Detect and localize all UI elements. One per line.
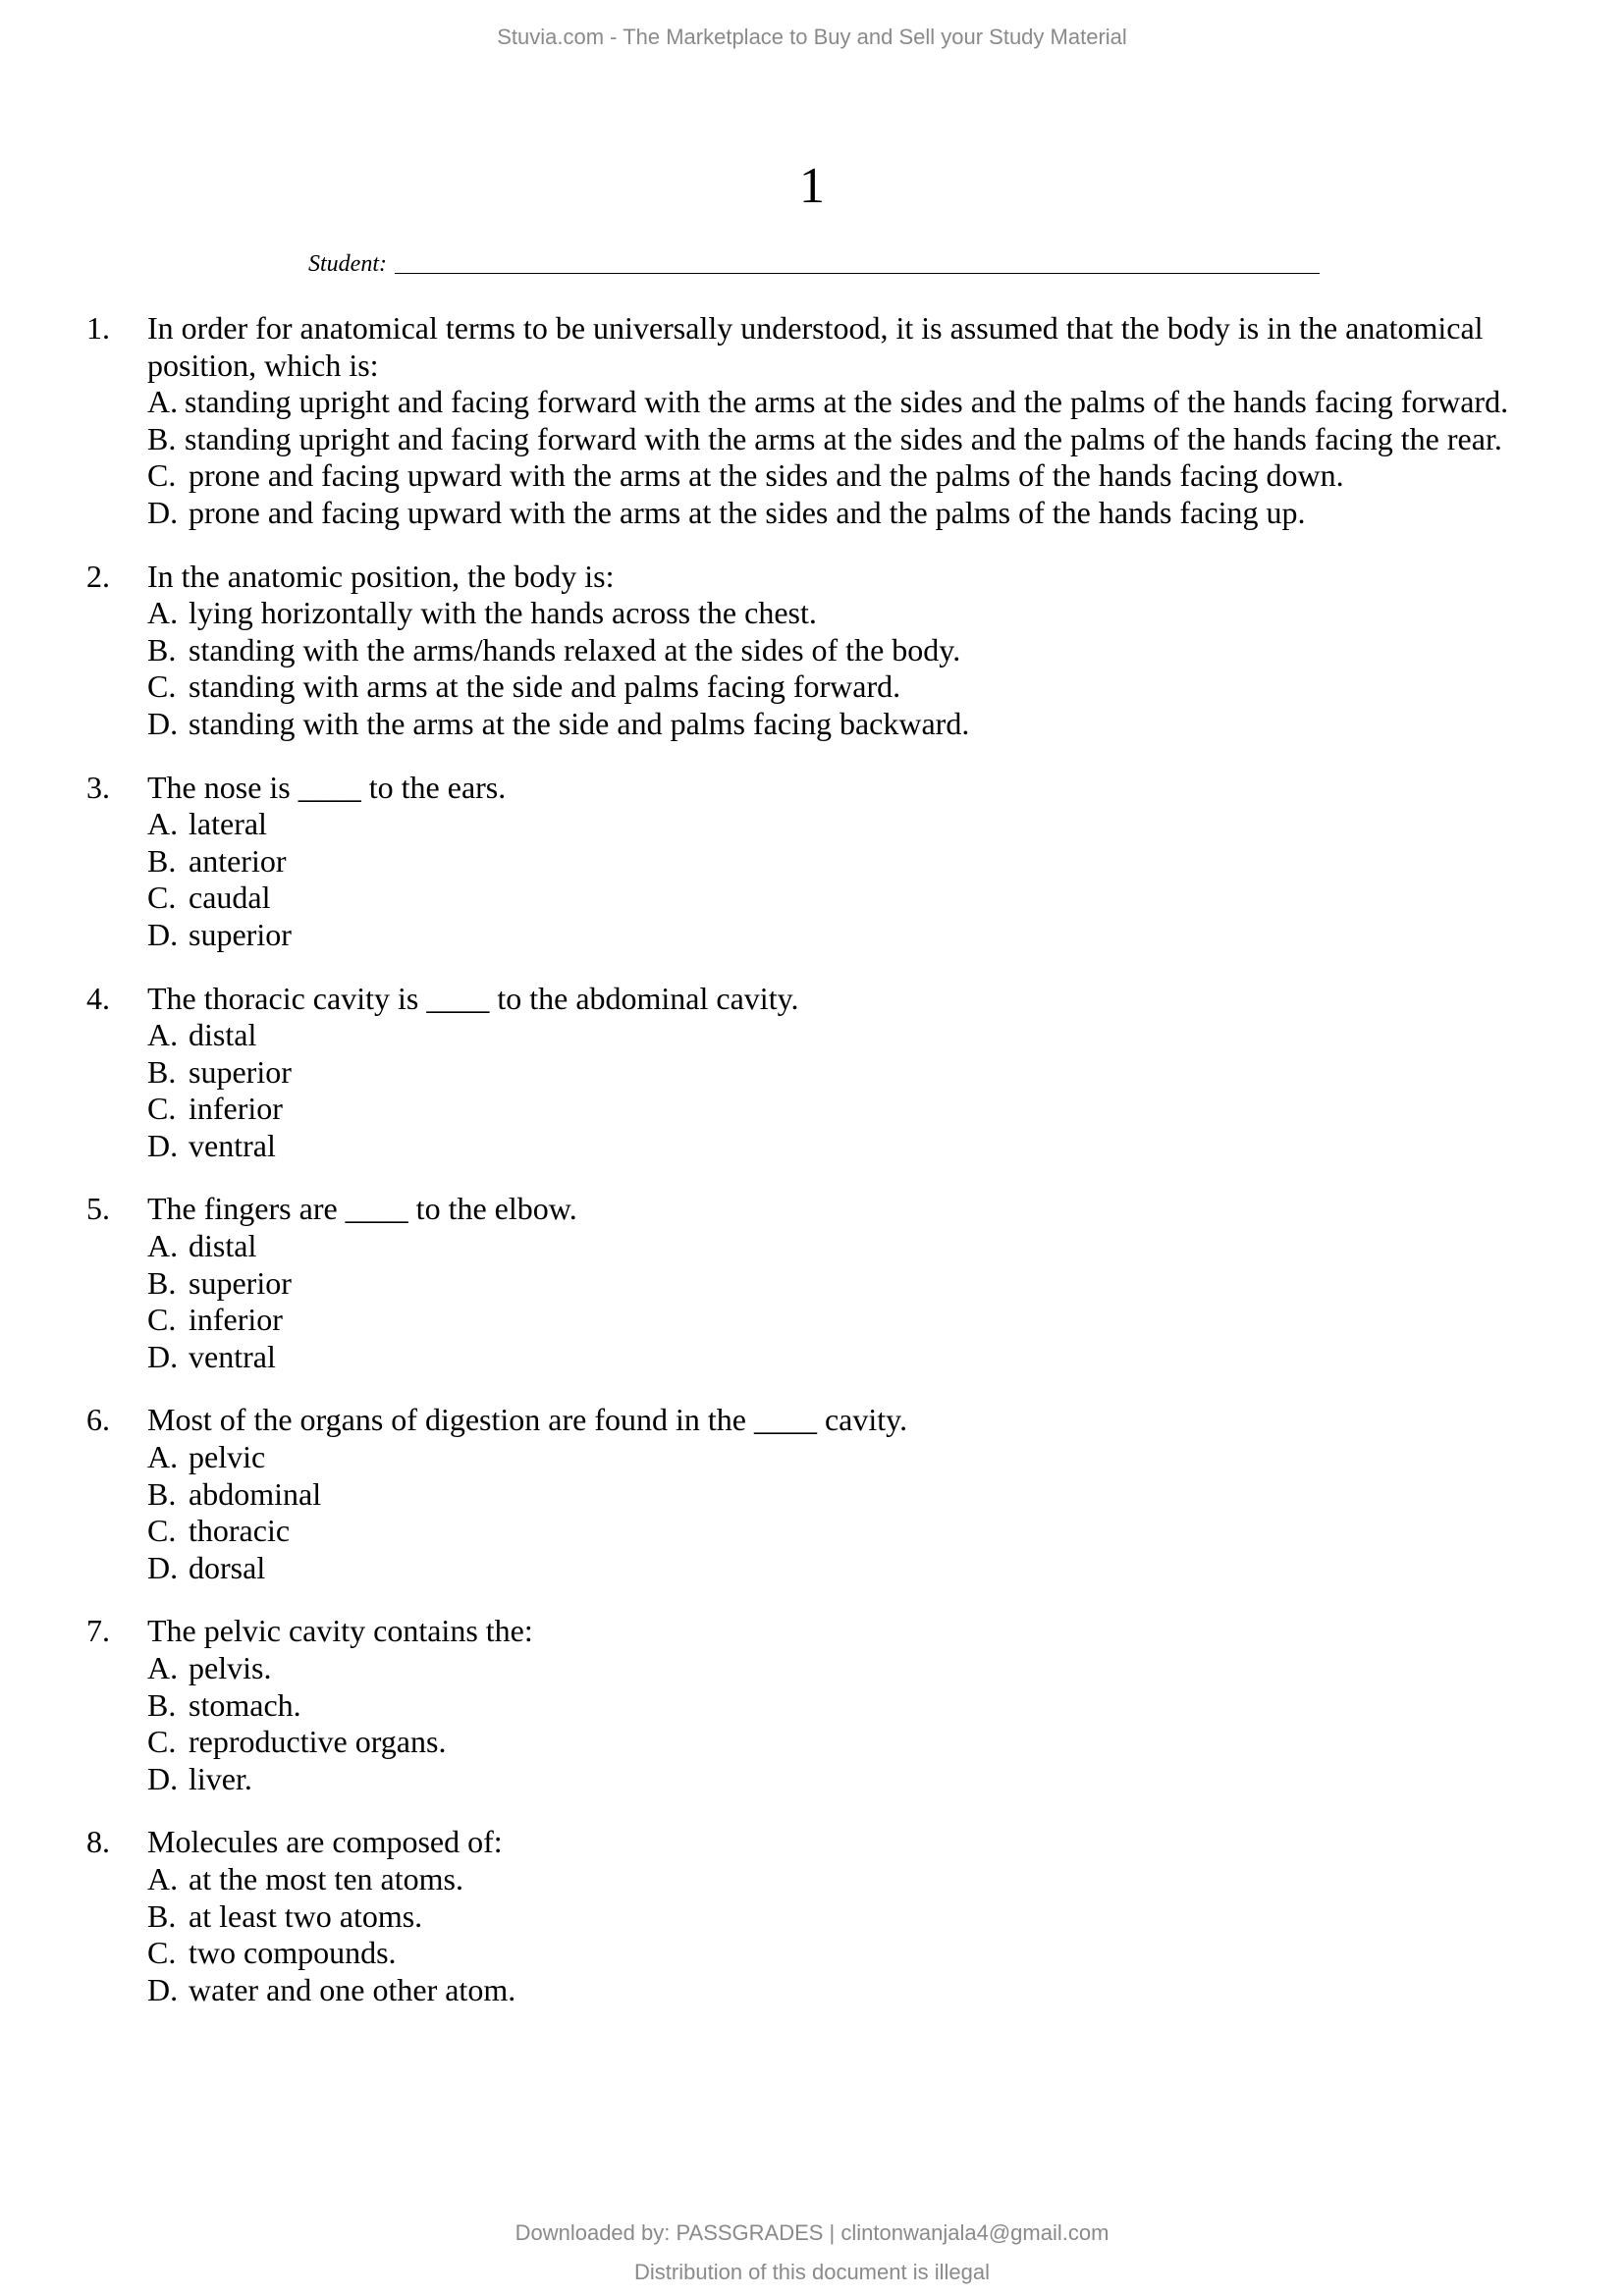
- option-text: at the most ten atoms.: [189, 1860, 463, 1896]
- answer-option: [147, 1302, 1540, 1339]
- question-6: [86, 1402, 1540, 1586]
- option-letter: C.: [147, 457, 177, 494]
- option-letter: A.: [147, 806, 179, 842]
- question-list: [86, 310, 1540, 2035]
- option-letter: C.: [147, 1935, 177, 1971]
- question-7: [86, 1613, 1540, 1797]
- option-letter: B.: [147, 1264, 177, 1301]
- option-text: at least two atoms.: [189, 1897, 423, 1934]
- student-name-blank: [395, 273, 1320, 274]
- option-letter: B.: [147, 1897, 177, 1934]
- option-letter: D.: [147, 705, 179, 741]
- question-text: The fingers are ____ to the elbow.: [147, 1191, 577, 1227]
- option-letter: D.: [147, 1971, 179, 2007]
- question-number: 1.: [86, 310, 110, 346]
- answer-options: [147, 384, 1540, 531]
- option-letter: B.: [147, 420, 177, 456]
- question-number: 6.: [86, 1402, 110, 1438]
- answer-options: [147, 1228, 1540, 1375]
- option-letter: A.: [147, 1860, 179, 1896]
- option-letter: A.: [147, 1017, 179, 1053]
- answer-option: [147, 1339, 1540, 1376]
- answer-option: [147, 1017, 1540, 1054]
- option-text: superior: [189, 1053, 292, 1090]
- answer-option: [147, 384, 1540, 421]
- option-letter: A.: [147, 1439, 179, 1475]
- answer-option: [147, 668, 1540, 706]
- option-letter: D.: [147, 494, 179, 530]
- question-text: In the anatomic position, the body is:: [147, 558, 615, 594]
- option-letter: D.: [147, 1127, 179, 1163]
- option-text: two compounds.: [189, 1935, 397, 1971]
- option-text: standing upright and facing forward with the arms at the sides and the palms of the hands facing the rear.: [185, 420, 1502, 456]
- answer-option: [147, 1972, 1540, 2009]
- distribution-notice: Distribution of this document is illegal: [634, 2260, 990, 2284]
- answer-option: [147, 917, 1540, 954]
- option-text: dorsal: [189, 1549, 266, 1585]
- option-text: inferior: [189, 1302, 283, 1338]
- option-text: ventral: [189, 1127, 276, 1163]
- option-letter: C.: [147, 1091, 177, 1127]
- option-letter: C.: [147, 668, 177, 705]
- option-text: lateral: [189, 806, 267, 842]
- option-letter: A.: [147, 384, 179, 420]
- option-letter: A.: [147, 1650, 179, 1685]
- answer-option: [147, 421, 1540, 458]
- option-letter: A.: [147, 1228, 179, 1264]
- option-letter: A.: [147, 595, 179, 631]
- option-text: thoracic: [189, 1513, 291, 1549]
- option-letter: B.: [147, 842, 177, 879]
- option-text: stomach.: [189, 1686, 301, 1723]
- page-number: 1: [799, 158, 825, 214]
- option-text: water and one other atom.: [189, 1971, 516, 2007]
- question-1: [86, 310, 1540, 532]
- question-number: 7.: [86, 1613, 110, 1649]
- option-text: prone and facing upward with the arms at the sides and the palms of the hands facing down.: [189, 457, 1344, 494]
- student-name-line: [308, 251, 1320, 278]
- answer-option: [147, 495, 1540, 532]
- option-text: prone and facing upward with the arms at the sides and the palms of the hands facing up.: [189, 494, 1306, 530]
- answer-options: [147, 1650, 1540, 1797]
- option-text: standing upright and facing forward with the arms at the sides and the palms of the hands facing forward.: [185, 384, 1509, 420]
- option-letter: C.: [147, 1513, 177, 1549]
- option-text: superior: [189, 1264, 292, 1301]
- answer-option: [147, 806, 1540, 843]
- answer-options: [147, 595, 1540, 742]
- option-letter: C.: [147, 1724, 177, 1760]
- question-4: [86, 981, 1540, 1165]
- answer-option: [147, 1861, 1540, 1898]
- option-text: standing with the arms at the side and palms facing backward.: [189, 705, 970, 741]
- answer-option: [147, 706, 1540, 743]
- question-3: [86, 770, 1540, 954]
- answer-option: [147, 843, 1540, 881]
- option-text: superior: [189, 916, 292, 952]
- answer-option: [147, 1091, 1540, 1128]
- option-letter: D.: [147, 916, 179, 952]
- answer-option: [147, 1265, 1540, 1303]
- option-letter: D.: [147, 1338, 179, 1374]
- option-text: caudal: [189, 880, 271, 916]
- option-text: reproductive organs.: [189, 1724, 447, 1760]
- option-text: pelvis.: [189, 1650, 272, 1685]
- question-number: 2.: [86, 558, 110, 594]
- option-text: standing with the arms/hands relaxed at the sides of the body.: [189, 631, 961, 667]
- option-text: ventral: [189, 1338, 276, 1374]
- answer-options: [147, 806, 1540, 953]
- answer-option: [147, 1935, 1540, 1972]
- answer-option: [147, 1761, 1540, 1798]
- option-text: abdominal: [189, 1475, 322, 1512]
- answer-option: [147, 1128, 1540, 1165]
- question-number: 4.: [86, 980, 110, 1016]
- answer-option: [147, 1898, 1540, 1936]
- option-text: anterior: [189, 842, 287, 879]
- option-letter: B.: [147, 1475, 177, 1512]
- option-text: distal: [189, 1017, 257, 1053]
- option-letter: D.: [147, 1760, 179, 1796]
- question-text: The thoracic cavity is ____ to the abdominal cavity.: [147, 980, 799, 1016]
- download-notice: Downloaded by: PASSGRADES | clintonwanjala4@gmail.com: [514, 2220, 1110, 2245]
- answer-option: [147, 1650, 1540, 1687]
- question-number: 3.: [86, 769, 110, 805]
- answer-option: [147, 1724, 1540, 1761]
- answer-options: [147, 1439, 1540, 1586]
- answer-options: [147, 1861, 1540, 2008]
- question-text: The pelvic cavity contains the:: [147, 1613, 533, 1649]
- option-letter: C.: [147, 1302, 177, 1338]
- question-text: The nose is ____ to the ears.: [147, 769, 507, 805]
- question-text: Molecules are composed of:: [147, 1824, 503, 1860]
- answer-option: [147, 595, 1540, 632]
- option-text: inferior: [189, 1091, 283, 1127]
- option-letter: D.: [147, 1549, 179, 1585]
- answer-options: [147, 1017, 1540, 1164]
- answer-option: [147, 1550, 1540, 1587]
- question-number: 8.: [86, 1824, 110, 1860]
- answer-option: [147, 1439, 1540, 1476]
- answer-option: [147, 880, 1540, 917]
- answer-option: [147, 1054, 1540, 1092]
- question-number: 5.: [86, 1191, 110, 1227]
- question-text: Most of the organs of digestion are found in the ____ cavity.: [147, 1402, 908, 1438]
- option-text: pelvic: [189, 1439, 266, 1475]
- option-letter: B.: [147, 631, 177, 667]
- answer-option: [147, 457, 1540, 495]
- option-text: distal: [189, 1228, 257, 1264]
- question-8: [86, 1824, 1540, 2008]
- option-text: standing with arms at the side and palms facing forward.: [189, 668, 901, 705]
- student-label: Student:: [308, 251, 387, 277]
- option-letter: B.: [147, 1686, 177, 1723]
- question-text: In order for anatomical terms to be universally understood, it is assumed that the body is in the anatomical position, which is:: [147, 310, 1484, 383]
- answer-option: [147, 1513, 1540, 1550]
- answer-option: [147, 632, 1540, 669]
- option-text: liver.: [189, 1760, 252, 1796]
- answer-option: [147, 1687, 1540, 1725]
- stuvia-watermark: Stuvia.com - The Marketplace to Buy and Sell your Study Material: [497, 25, 1127, 49]
- question-5: [86, 1191, 1540, 1375]
- option-text: lying horizontally with the hands across the chest.: [189, 595, 817, 631]
- question-2: [86, 559, 1540, 743]
- option-letter: C.: [147, 880, 177, 916]
- option-letter: B.: [147, 1053, 177, 1090]
- answer-option: [147, 1476, 1540, 1514]
- answer-option: [147, 1228, 1540, 1265]
